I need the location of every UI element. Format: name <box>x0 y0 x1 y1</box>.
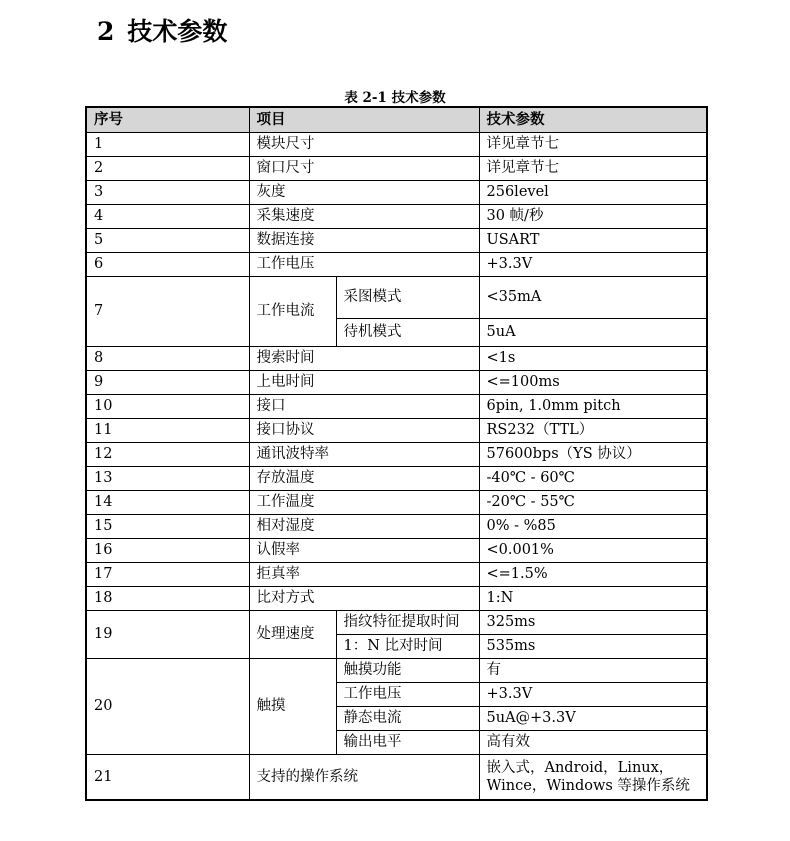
row-no: 4 <box>86 204 249 228</box>
row-no: 14 <box>86 490 249 514</box>
row-no: 20 <box>86 658 249 754</box>
row-item: 工作电流 <box>249 276 336 346</box>
table-row <box>86 370 707 394</box>
row-item: 触摸 <box>249 658 336 754</box>
row-no: 13 <box>86 466 249 490</box>
row-item: 认假率 <box>249 538 479 562</box>
row-item: 接口 <box>249 394 479 418</box>
table-row <box>86 132 707 156</box>
row-no: 17 <box>86 562 249 586</box>
sub-item: 输出电平 <box>336 730 479 754</box>
row-no: 3 <box>86 180 249 204</box>
sub-value: 高有效 <box>479 730 707 754</box>
spec-table <box>85 106 708 801</box>
row-no: 8 <box>86 346 249 370</box>
header-row <box>86 107 707 132</box>
row-item: 窗口尺寸 <box>249 156 479 180</box>
row-no: 10 <box>86 394 249 418</box>
row-no: 6 <box>86 252 249 276</box>
sub-value: 5uA@+3.3V <box>479 706 707 730</box>
header-no: 序号 <box>86 107 249 132</box>
sub-value: <35mA <box>479 276 707 318</box>
row-item: 采集速度 <box>249 204 479 228</box>
row-item: 相对湿度 <box>249 514 479 538</box>
row-item: 通讯波特率 <box>249 442 479 466</box>
sub-value: 325ms <box>479 610 707 634</box>
sub-item: 工作电压 <box>336 682 479 706</box>
row-item: 搜索时间 <box>249 346 479 370</box>
row-value: 嵌入式，Android，Linux，Wince，Windows 等操作系统 <box>479 754 707 800</box>
row-value: 详见章节七 <box>479 132 707 156</box>
table-row <box>86 490 707 514</box>
row-value: <=100ms <box>479 370 707 394</box>
row-value: 57600bps（YS 协议） <box>479 442 707 466</box>
row-value: <0.001% <box>479 538 707 562</box>
table-caption: 表 2-1 技术参数 <box>344 90 446 106</box>
table-row <box>86 754 707 800</box>
table-row <box>86 466 707 490</box>
row-value: <1s <box>479 346 707 370</box>
row-value: 6pin, 1.0mm pitch <box>479 394 707 418</box>
row-item: 存放温度 <box>249 466 479 490</box>
table-row <box>86 180 707 204</box>
table-row <box>86 442 707 466</box>
sub-item: 触摸功能 <box>336 658 479 682</box>
table-row-grouped <box>86 658 707 682</box>
table-row <box>86 418 707 442</box>
table-row <box>86 394 707 418</box>
row-item: 比对方式 <box>249 586 479 610</box>
section-heading <box>97 12 227 48</box>
row-item: 处理速度 <box>249 610 336 658</box>
row-no: 16 <box>86 538 249 562</box>
row-item: 接口协议 <box>249 418 479 442</box>
sub-item: 1：N 比对时间 <box>336 634 479 658</box>
row-no: 18 <box>86 586 249 610</box>
row-value: -40℃ - 60℃ <box>479 466 707 490</box>
row-value: -20℃ - 55℃ <box>479 490 707 514</box>
row-value: <=1.5% <box>479 562 707 586</box>
row-no: 15 <box>86 514 249 538</box>
row-item: 模块尺寸 <box>249 132 479 156</box>
row-item: 工作电压 <box>249 252 479 276</box>
table-row <box>86 586 707 610</box>
sub-item: 采图模式 <box>336 276 479 318</box>
header-item: 项目 <box>249 107 479 132</box>
row-value: 详见章节七 <box>479 156 707 180</box>
sub-item: 静态电流 <box>336 706 479 730</box>
sub-value: 535ms <box>479 634 707 658</box>
table-row <box>86 204 707 228</box>
table-row <box>86 346 707 370</box>
row-no: 9 <box>86 370 249 394</box>
table-row <box>86 156 707 180</box>
row-value: 1:N <box>479 586 707 610</box>
sub-item: 指纹特征提取时间 <box>336 610 479 634</box>
row-no: 5 <box>86 228 249 252</box>
table-row-grouped <box>86 610 707 634</box>
row-no: 12 <box>86 442 249 466</box>
row-value: USART <box>479 228 707 252</box>
row-no: 19 <box>86 610 249 658</box>
table-row <box>86 514 707 538</box>
sub-value: 5uA <box>479 318 707 346</box>
sub-item: 待机模式 <box>336 318 479 346</box>
row-no: 2 <box>86 156 249 180</box>
sub-value: +3.3V <box>479 682 707 706</box>
table-row <box>86 252 707 276</box>
table-row-grouped <box>86 276 707 318</box>
sub-value: 有 <box>479 658 707 682</box>
header-param: 技术参数 <box>479 107 707 132</box>
row-item: 灰度 <box>249 180 479 204</box>
section-number: 2 <box>97 17 115 46</box>
row-no: 1 <box>86 132 249 156</box>
row-item: 支持的操作系统 <box>249 754 479 800</box>
table-row <box>86 538 707 562</box>
row-item: 工作温度 <box>249 490 479 514</box>
row-value: RS232（TTL） <box>479 418 707 442</box>
table-row <box>86 562 707 586</box>
row-no: 11 <box>86 418 249 442</box>
row-item: 拒真率 <box>249 562 479 586</box>
row-no: 21 <box>86 754 249 800</box>
row-no: 7 <box>86 276 249 346</box>
row-item: 数据连接 <box>249 228 479 252</box>
table-row <box>86 228 707 252</box>
section-title: 技术参数 <box>127 17 228 46</box>
row-value: 256level <box>479 180 707 204</box>
row-value: 30 帧/秒 <box>479 204 707 228</box>
row-value: 0% - %85 <box>479 514 707 538</box>
row-value: +3.3V <box>479 252 707 276</box>
row-item: 上电时间 <box>249 370 479 394</box>
